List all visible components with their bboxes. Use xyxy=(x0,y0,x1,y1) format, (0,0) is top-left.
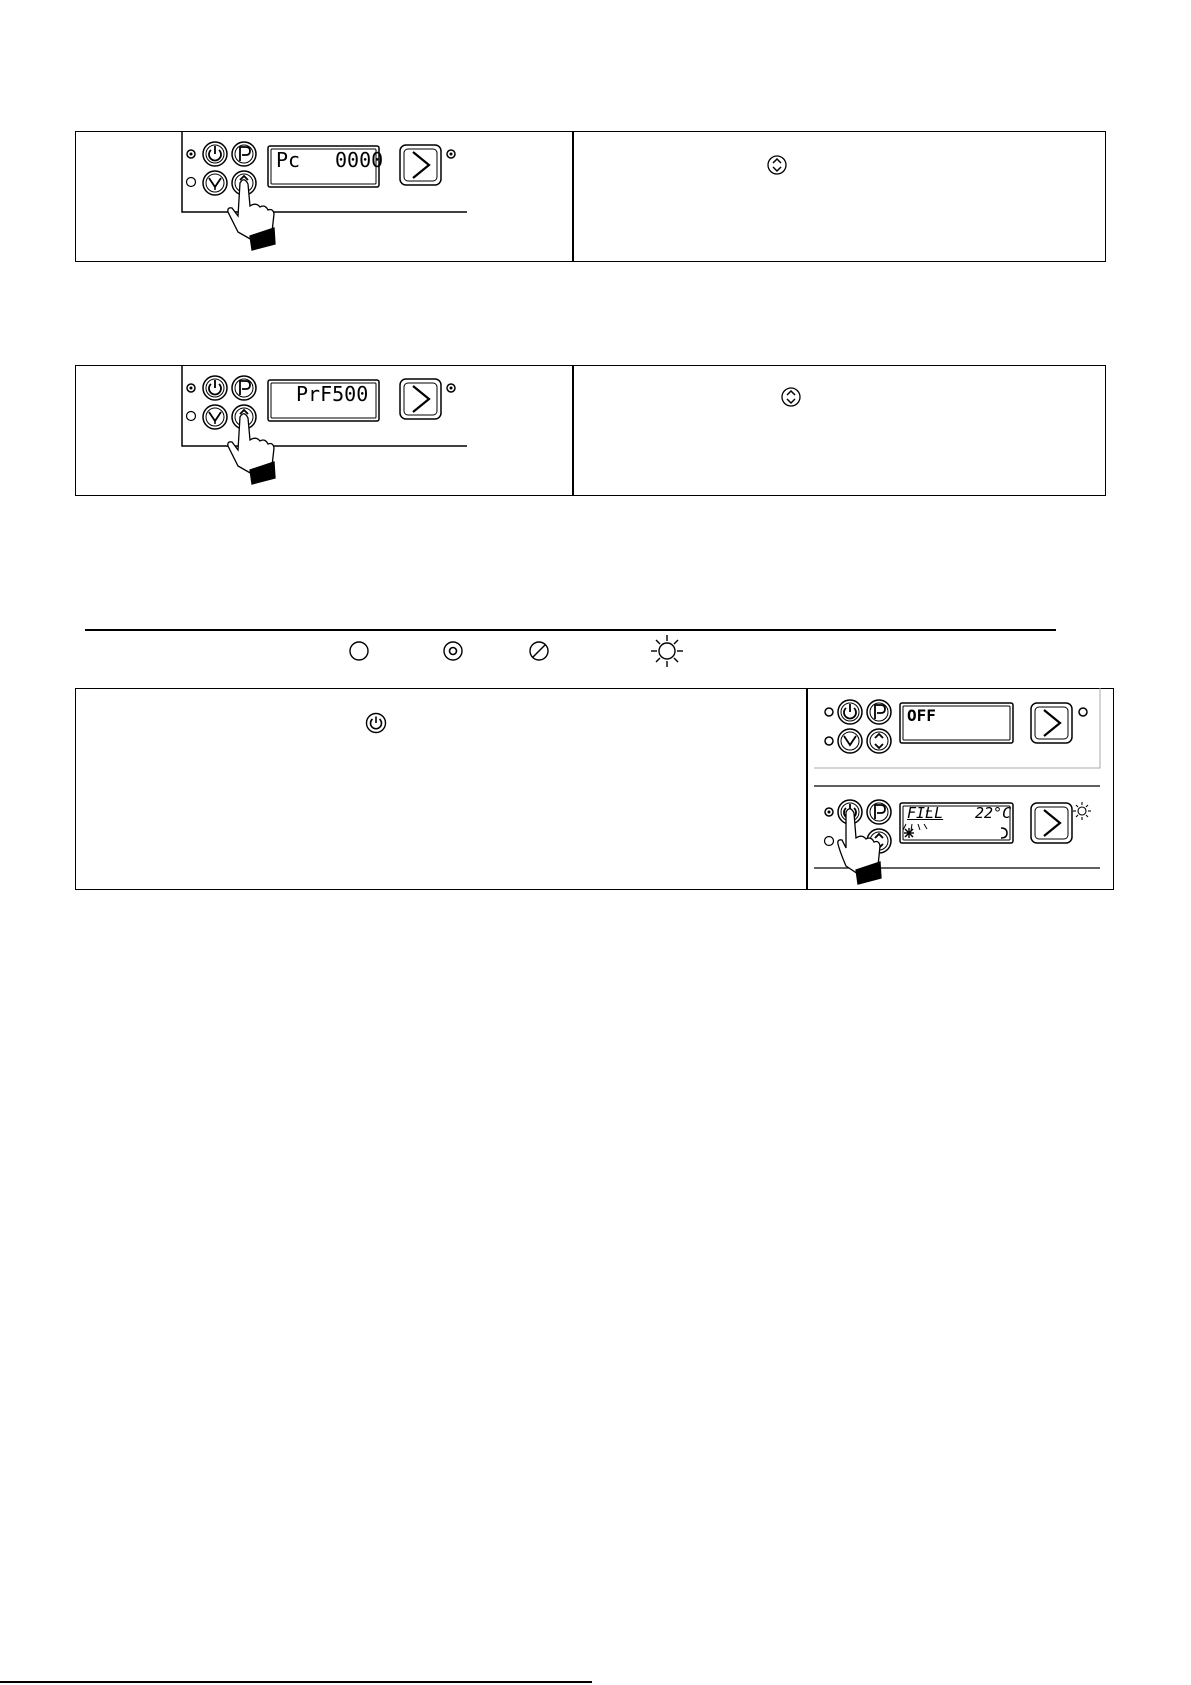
led-right xyxy=(1079,708,1087,716)
program-button xyxy=(232,376,256,400)
control-panel-illustration-1 xyxy=(180,132,470,264)
led-bottom xyxy=(825,837,834,846)
up-down-arrows-icon xyxy=(781,387,801,407)
led-bottom xyxy=(187,412,196,421)
power-button xyxy=(203,376,227,400)
light-on-icon xyxy=(650,634,684,668)
led-on-icon xyxy=(442,640,464,662)
row-2-column-divider xyxy=(572,365,574,496)
next-arrow-button xyxy=(1031,703,1072,743)
power-button xyxy=(838,700,862,724)
next-arrow-button xyxy=(400,145,441,185)
row-3-column-divider xyxy=(806,688,808,890)
program-button xyxy=(867,800,891,824)
glass-button xyxy=(838,729,862,753)
cycle-icon xyxy=(1001,828,1007,838)
legend-rule xyxy=(85,629,1056,631)
led-bottom xyxy=(187,178,196,187)
program-button xyxy=(232,142,256,166)
led-top xyxy=(825,708,833,716)
lcd-main-text: PrF500 xyxy=(296,382,369,406)
lcd-left-text: FILL xyxy=(907,804,944,822)
glass-button xyxy=(203,171,227,195)
lcd-right-text: 22°C xyxy=(975,804,1012,822)
program-button xyxy=(867,700,891,724)
lcd-left-text: Pc xyxy=(276,148,301,172)
control-panel-off xyxy=(814,688,1102,770)
led-bottom xyxy=(825,737,833,745)
row-1-column-divider xyxy=(572,131,574,262)
up-down-button xyxy=(867,729,891,753)
power-icon xyxy=(365,712,387,734)
up-down-arrows-icon xyxy=(767,155,787,175)
led-off-icon xyxy=(348,640,370,662)
next-arrow-button xyxy=(400,379,441,419)
control-panel-on xyxy=(814,786,1104,890)
glass-button xyxy=(203,405,227,429)
power-button xyxy=(203,142,227,166)
footer-rule xyxy=(0,1681,592,1683)
light-on-icon xyxy=(1073,802,1091,820)
lcd-off-text: OFF xyxy=(907,706,936,725)
snowflake-icon xyxy=(904,828,914,838)
lcd-right-text: 0000 xyxy=(335,148,384,172)
led-blinking-icon xyxy=(528,640,550,662)
next-arrow-button xyxy=(1031,803,1072,843)
